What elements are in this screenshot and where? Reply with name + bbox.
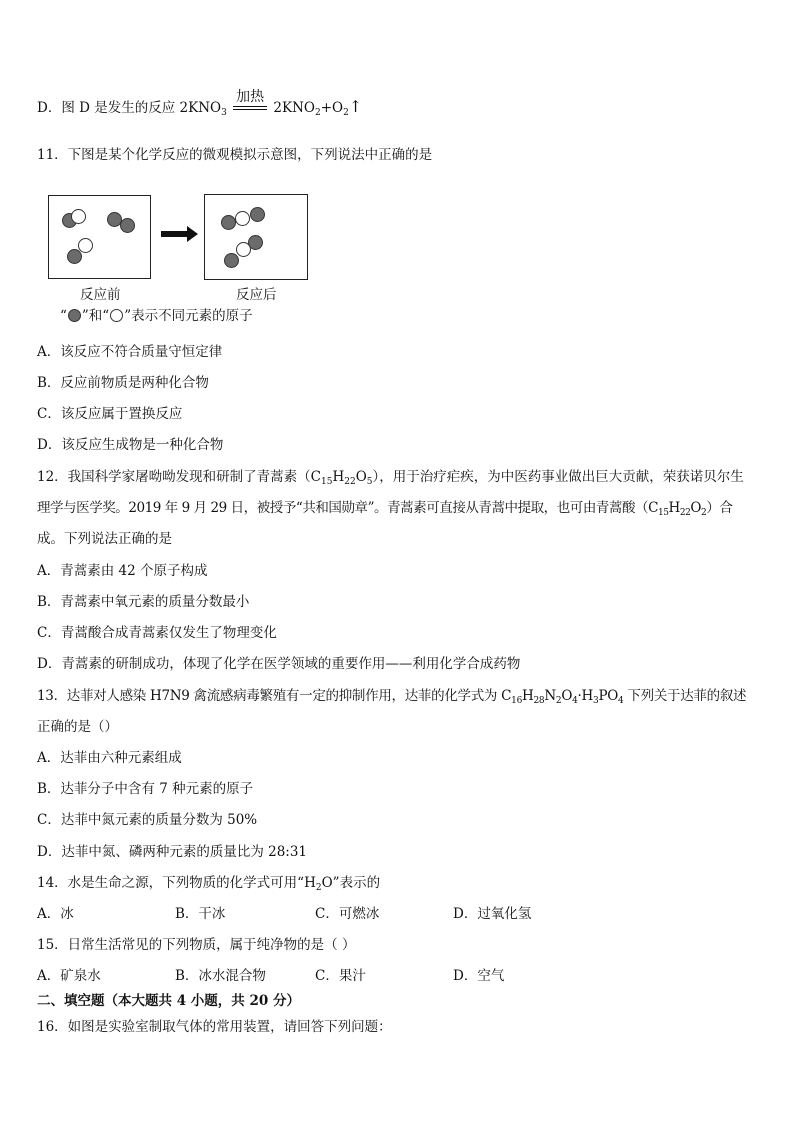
q12-text: ），用于治疗疟疾，为中医药事业做出巨大贡献，荣获诺贝尔生	[372, 469, 744, 485]
sub: 22	[344, 477, 356, 487]
q13-text: O	[561, 688, 573, 704]
q12-option-d: D．青蒿素的研制成功，体现了化学在医学领域的重要作用——利用化学合成药物	[37, 656, 521, 672]
condition-text: 加热	[236, 88, 265, 105]
q10-option-d	[37, 88, 363, 118]
sub: 3	[593, 696, 599, 706]
gray-atom-icon	[224, 253, 239, 268]
gray-atom-icon	[250, 207, 265, 222]
q12-text: 12．我国科学家屠呦呦发现和研制了青蒿素（C	[37, 469, 322, 485]
sub: 22	[679, 508, 691, 518]
sub: 4	[618, 696, 624, 706]
q12-text: 理学与医学奖。2019 年 9 月 29 日，被授予“共和国勋章”。青蒿素可直接从青蒿中提取，也可由青蒿酸（C	[37, 500, 658, 516]
q14-option-c: C．可燃冰	[315, 906, 380, 922]
q11-option-d: D．该反应生成物是一种化合物	[37, 437, 224, 453]
q14-stem	[37, 874, 380, 892]
q13-option-d: D．达菲中氮、磷两种元素的质量比为 28:31	[37, 844, 308, 860]
eq-bar	[233, 106, 267, 107]
sub: 2	[555, 696, 562, 706]
q13-text: 13．达菲对人感染 H7N9 禽流感病毒繁殖有一定的抑制作用，达菲的化学式为 C	[37, 688, 512, 704]
q15-option-d: D．空气	[453, 968, 505, 984]
q12-text: H	[332, 469, 345, 485]
q12-option-b: B．青蒿素中氧元素的质量分数最小	[37, 594, 250, 610]
q14-option-d: D．过氧化氢	[453, 906, 532, 922]
q13-option-b: B．达菲分子中含有 7 种元素的原子	[37, 781, 254, 797]
label-before: 反应前	[80, 287, 121, 303]
sub: 2	[701, 508, 707, 518]
q13-text: H	[522, 688, 534, 704]
q10-text: +O	[320, 100, 344, 116]
gray-atom-icon	[221, 215, 236, 230]
q15-stem: 15．日常生活常见的下列物质，属于纯净物的是（ ）	[37, 937, 356, 953]
q11-stem: 11．下图是某个化学反应的微观模拟示意图，下列说法中正确的是	[37, 147, 433, 163]
q13-text: 下列关于达菲的叙述	[623, 688, 747, 704]
q14-text: 14．水是生命之源，下列物质的化学式可用“H	[37, 875, 316, 891]
sub: 2	[315, 883, 322, 893]
q12-text: ）合	[706, 500, 733, 516]
sub: 16	[511, 696, 523, 706]
q14-text: O”表示的	[321, 875, 381, 891]
legend-text: “	[60, 308, 67, 324]
q13-text: N	[544, 688, 556, 704]
q14-option-b: B．干冰	[175, 906, 226, 922]
sub: 15	[321, 477, 333, 487]
q13-stem-line1	[37, 687, 746, 705]
legend	[60, 304, 253, 324]
before-box	[48, 195, 151, 279]
q15-option-b: B．冰水混合物	[175, 968, 266, 984]
white-atom-icon	[235, 211, 250, 226]
q11-option-c: C．该反应属于置换反应	[37, 406, 183, 422]
q13-option-a: A．达菲由六种元素组成	[37, 750, 182, 766]
q12-text: O	[355, 469, 367, 485]
label-after: 反应后	[236, 287, 277, 303]
q12-text: H	[668, 500, 680, 516]
q13-text: ·H	[577, 688, 593, 704]
q12-stem-line3: 成。下列说法正确的是	[37, 531, 172, 547]
sub: 15	[657, 508, 669, 518]
after-box	[204, 194, 308, 280]
q16-stem: 16．如图是实验室制取气体的常用装置，请回答下列问题：	[37, 1019, 392, 1035]
sub: 2	[314, 108, 321, 118]
q12-stem-line2	[37, 499, 732, 517]
arrow-icon	[161, 231, 187, 237]
q12-option-a: A．青蒿素由 42 个原子构成	[37, 563, 208, 579]
legend-text: ”表示不同元素的原子	[124, 308, 253, 324]
q10-text: D．图 D 是发生的反应 2KNO	[37, 100, 222, 116]
q12-option-c: C．青蒿酸合成青蒿素仅发生了物理变化	[37, 625, 277, 641]
arrow-head	[187, 226, 198, 242]
white-atom-icon	[110, 309, 123, 322]
gray-atom-icon	[120, 218, 135, 233]
q13-option-c: C．达菲中氮元素的质量分数为 50%	[37, 812, 258, 828]
q13-text: PO	[598, 688, 618, 704]
white-atom-icon	[71, 209, 86, 224]
q11-option-a: A．该反应不符合质量守恒定律	[37, 344, 223, 360]
sub: 2	[343, 108, 349, 118]
gas-arrow-icon: ↑	[348, 97, 363, 116]
q14-option-a: A．冰	[37, 906, 74, 922]
sub: 3	[221, 108, 227, 118]
sub: 4	[572, 696, 578, 706]
q10-text: 2KNO	[273, 100, 315, 116]
sub: 5	[366, 477, 373, 487]
sub: 28	[533, 696, 545, 706]
q15-option-a: A．矿泉水	[37, 968, 101, 984]
gray-atom-icon	[248, 235, 263, 250]
equation-condition	[232, 88, 268, 118]
gray-atom-icon	[68, 309, 81, 322]
q15-option-c: C．果汁	[315, 968, 366, 984]
gray-atom-icon	[67, 249, 82, 264]
eq-bar	[233, 109, 267, 110]
section-title: 二、填空题（本大题共 4 小题，共 20 分）	[37, 993, 300, 1009]
q11-option-b: B．反应前物质是两种化合物	[37, 375, 209, 391]
q12-stem-line1	[37, 468, 744, 486]
q12-text: O	[690, 500, 702, 516]
q13-stem-line2: 正确的是（）	[37, 719, 118, 735]
legend-text: ”和“	[81, 308, 110, 324]
